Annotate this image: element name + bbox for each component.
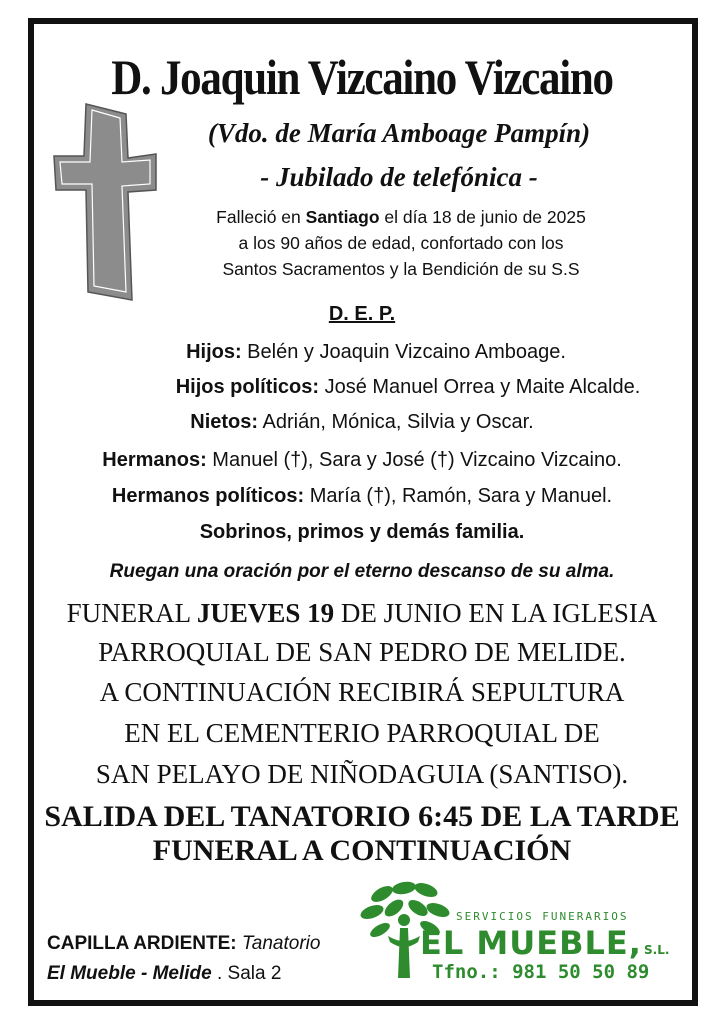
chapel-place: Tanatorio [236,933,321,954]
funeral-day: JUEVES 19 [196,598,335,628]
death-text-4: Santos Sacramentos y la Bendición de su S.S [222,259,580,279]
chapel-label: CAPILLA ARDIENTE: [47,933,237,954]
funeral-line: EN EL CEMENTERIO PARROQUIAL DE [124,718,600,748]
family-label: Hijos: [186,341,242,363]
death-text-2: el día 18 de junio de 2025 [379,207,586,227]
logo-name: EL MUEBLE, [420,924,642,962]
funeral-line [0,594,724,632]
funeral-text: DE JUNIO EN LA IGLESIA [334,598,658,628]
departure-info [0,800,724,868]
prayer-request: Ruegan una oración por el eterno descanso de su alma. [109,561,615,582]
logo-phone: Tfno.: 981 50 50 89 [432,961,650,983]
family-label: Nietos: [190,411,259,433]
chapel-room: Sala 2 [227,963,282,984]
family-names: Belén y Joaquin Vizcaino Amboage. [241,341,566,363]
family-label: Hijos políticos: [175,376,320,398]
deceased-name: D. Joaquin Vizcaino Vizcaino [111,49,613,105]
death-text-1: Falleció en [216,207,306,227]
funeral-text: FUNERAL [66,598,197,628]
death-text-3: a los 90 años de edad, confortado con los [238,233,564,253]
departure-line: SALIDA DEL TANATORIO 6:45 DE LA TARDE [44,800,680,833]
chapel-info [47,929,320,989]
funeral-line: SAN PELAYO DE NIÑODAGUIA (SANTISO). [95,759,629,789]
family-row [46,376,724,399]
family-row [14,341,724,364]
dep-heading: D. E. P. [328,303,396,325]
family-names: José Manuel Orrea y Maite Alcalde. [319,376,641,398]
family-names: Manuel (†), Sara y José (†) Vizcaino Vizcaino. [206,449,622,471]
chapel-place: El Mueble - Melide [47,963,212,984]
family-row [0,449,724,472]
funeral-line: PARROQUIAL DE SAN PEDRO DE MELIDE. [98,637,626,667]
family-label: Hermanos: [102,449,207,471]
logo-services: SERVICIOS FUNERARIOS [456,910,629,923]
family-row [0,411,724,434]
extended-family: Sobrinos, primos y demás familia. [199,521,525,543]
chapel-separator: . [211,963,228,984]
family-row [0,485,724,508]
funeral-home-logo [360,878,680,988]
occupation-line: - Jubilado de telefónica - [260,162,538,192]
departure-line: FUNERAL A CONTINUACIÓN [152,834,572,867]
family-names: Adrián, Mónica, Silvia y Oscar. [258,411,534,433]
death-details [140,204,662,282]
logo-suffix: S.L. [644,943,670,957]
spouse-line: (Vdo. de María Amboage Pampín) [207,118,591,148]
family-label: Hermanos políticos: [111,485,305,507]
funeral-line: A CONTINUACIÓN RECIBIRÁ SEPULTURA [99,677,625,707]
family-names: María (†), Ramón, Sara y Manuel. [304,485,613,507]
death-place: Santiago [305,207,380,227]
